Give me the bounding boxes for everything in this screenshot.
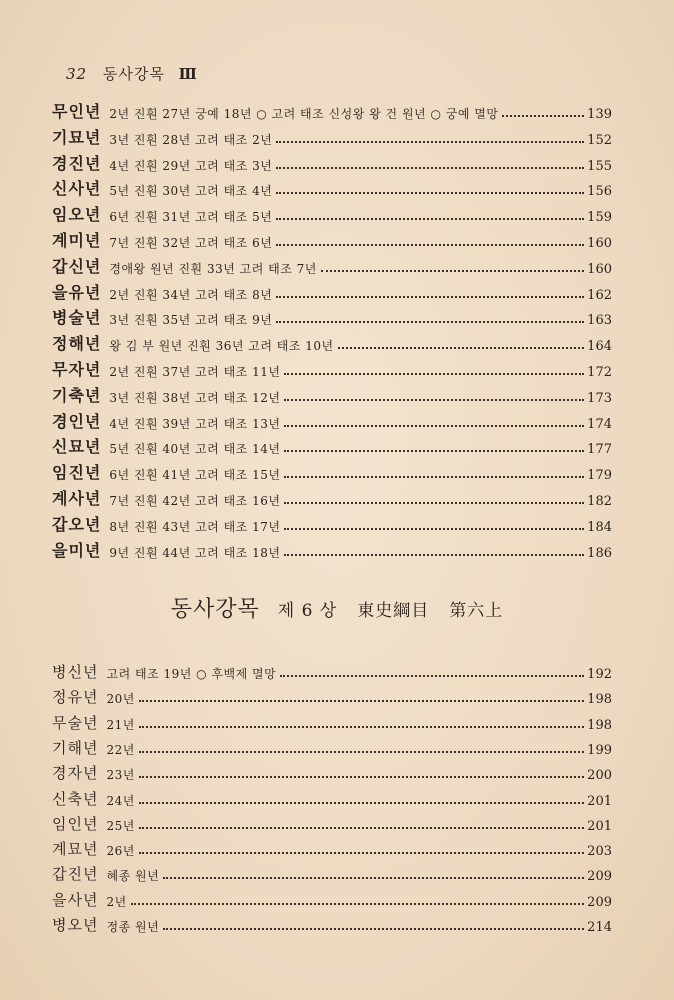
entry-year: 무인년: [52, 102, 102, 121]
entry-page-number: 201: [587, 793, 612, 809]
toc-entry: [52, 304, 612, 328]
entry-year: 임진년: [52, 463, 102, 483]
entry-description: 2년 진훤 27년 궁예 18년 ○ 고려 태조 신성왕 왕 건 원년 ○ 궁예 멸망: [109, 107, 499, 121]
entry-page-number: 174: [587, 416, 612, 432]
leader-dots: [338, 347, 584, 349]
leader-dots: [276, 192, 584, 194]
entry-year: 임오년: [52, 205, 102, 225]
entry-page-number: 156: [587, 184, 612, 200]
leader-dots: [276, 296, 584, 298]
entry-year: 을유년: [52, 282, 102, 302]
entry-page-number: 160: [587, 236, 612, 251]
entry-description: 3년 진훤 28년 고려 태조 2년: [109, 132, 273, 147]
entry-year: 갑신년: [52, 256, 102, 276]
section-title-hanja-part: 第六上: [449, 601, 504, 621]
entry-description: 24년: [106, 793, 135, 808]
leader-dots: [276, 244, 584, 246]
entry-description: 23년: [106, 768, 135, 783]
entry-description: 20년: [106, 692, 135, 707]
toc-entry: [52, 683, 612, 707]
running-header: [66, 63, 198, 84]
entry-year: 기축년: [52, 385, 102, 405]
entry-description: 4년 진훤 29년 고려 태조 3년: [109, 158, 273, 173]
entry-description: 6년 진훤 31년 고려 태조 5년: [109, 210, 273, 225]
entry-description: 2년 진훤 34년 고려 태조 8년: [109, 287, 273, 302]
toc-entry: [52, 511, 612, 535]
entry-page-number: 159: [587, 210, 612, 226]
entry-year: 임인년: [52, 814, 99, 833]
entry-year: 을사년: [52, 890, 99, 909]
entry-description: 8년 진훤 43년 고려 태조 17년: [109, 519, 281, 534]
leader-dots: [284, 450, 584, 452]
toc-entry: [52, 734, 612, 758]
entry-year: 정해년: [52, 334, 102, 354]
entry-description: 고려 태조 19년 ○ 후백제 멸망: [106, 667, 277, 681]
toc-entry: [52, 459, 612, 483]
entry-page-number: 192: [587, 667, 612, 682]
entry-page-number: 164: [587, 339, 612, 355]
entry-description: 왕 김 부 원년 진훤 36년 고려 태조 10년: [109, 339, 334, 354]
toc-entry: [52, 98, 612, 122]
entry-year: 계미년: [52, 231, 102, 250]
toc-entry: [52, 785, 612, 809]
entry-page-number: 162: [587, 287, 612, 303]
toc-entry: [52, 759, 612, 783]
entry-year: 신축년: [52, 789, 99, 808]
entry-page-number: 203: [587, 844, 612, 860]
entry-page-number: 179: [587, 468, 612, 484]
toc-entry: [52, 382, 612, 406]
entry-page-number: 163: [587, 313, 612, 329]
entry-year: 경인년: [52, 411, 102, 431]
entry-description: 7년 진훤 32년 고려 태조 6년: [109, 236, 273, 250]
entry-page-number: 139: [587, 107, 612, 122]
toc-entry: [52, 227, 612, 251]
section-title-part: 제 6 상: [277, 601, 338, 621]
entry-year: 무자년: [52, 360, 102, 379]
page-number: 32: [66, 65, 88, 83]
entry-description: 정종 원년: [106, 920, 160, 934]
entry-year: 갑오년: [52, 514, 102, 534]
entry-year: 계사년: [52, 489, 102, 508]
entry-year: 을미년: [52, 540, 102, 560]
entry-year: 무술년: [52, 713, 99, 732]
entry-year: 병신년: [52, 663, 99, 681]
section-title-korean: 동사강목: [170, 597, 260, 622]
entry-page-number: 184: [587, 519, 612, 535]
leader-dots: [139, 802, 584, 804]
entry-page-number: 201: [587, 818, 612, 834]
leader-dots: [276, 218, 584, 220]
leader-dots: [163, 928, 584, 930]
toc-entry: [52, 201, 612, 225]
toc-entry: [52, 709, 612, 733]
leader-dots: [139, 852, 584, 854]
entry-page-number: 172: [587, 365, 612, 380]
leader-dots: [139, 751, 584, 753]
entry-description: 6년 진훤 41년 고려 태조 15년: [109, 468, 281, 483]
toc-entry: [52, 356, 612, 380]
entry-page-number: 173: [587, 390, 612, 406]
leader-dots: [284, 476, 584, 478]
leader-dots: [139, 726, 584, 728]
section-title-hanja: 東史綱目: [357, 601, 430, 621]
entry-description: 2년 진훤 37년 고려 태조 11년: [109, 365, 281, 379]
leader-dots: [284, 373, 584, 375]
toc-entry: [52, 408, 612, 432]
entry-page-number: 209: [587, 869, 612, 885]
toc-entry: [52, 658, 612, 682]
toc-entry: [52, 124, 612, 148]
entry-year: 경진년: [52, 153, 102, 173]
entry-description: 3년 진훤 38년 고려 태조 12년: [109, 390, 281, 405]
entry-page-number: 177: [587, 442, 612, 458]
entry-year: 계묘년: [52, 840, 99, 859]
leader-dots: [280, 675, 584, 677]
entry-description: 5년 진훤 40년 고려 태조 14년: [109, 442, 281, 457]
leader-dots: [284, 554, 584, 556]
entry-year: 신묘년: [52, 437, 102, 457]
toc-entry: [52, 175, 612, 199]
entry-year: 기해년: [52, 738, 99, 757]
entry-year: 기묘년: [52, 127, 102, 147]
entry-year: 병오년: [52, 916, 99, 934]
leader-dots: [284, 502, 584, 504]
toc-entry: [52, 911, 612, 935]
toc-entry: [52, 835, 612, 859]
leader-dots: [276, 167, 584, 169]
entry-page-number: 198: [587, 692, 612, 708]
entry-page-number: 209: [587, 894, 612, 910]
entry-description: 3년 진훤 35년 고려 태조 9년: [109, 313, 273, 328]
entry-description: 2년: [106, 894, 127, 909]
entry-description: 경애왕 원년 진훤 33년 고려 태조 7년: [109, 261, 317, 276]
entry-year: 경자년: [52, 764, 99, 783]
entry-description: 5년 진훤 30년 고려 태조 4년: [109, 184, 273, 199]
entry-page-number: 186: [587, 545, 612, 561]
entry-page-number: 160: [587, 261, 612, 277]
toc-entry: [52, 537, 612, 561]
entry-description: 22년: [106, 742, 135, 757]
entry-page-number: 198: [587, 717, 612, 733]
leader-dots: [321, 270, 584, 272]
leader-dots: [276, 141, 584, 143]
volume-number: Ⅲ: [178, 65, 198, 83]
leader-dots: [284, 399, 584, 401]
leader-dots: [163, 877, 584, 879]
entry-page-number: 200: [587, 768, 612, 784]
toc-entry: [52, 253, 612, 277]
entry-year: 정유년: [52, 688, 99, 707]
leader-dots: [139, 827, 584, 829]
leader-dots: [502, 115, 584, 117]
toc-entry: [52, 485, 612, 509]
entry-description: 9년 진훤 44년 고려 태조 18년: [109, 545, 281, 560]
entry-page-number: 182: [587, 494, 612, 509]
entry-year: 신사년: [52, 179, 102, 199]
section-title: [0, 592, 674, 623]
leader-dots: [139, 700, 584, 702]
toc-entry: [52, 150, 612, 174]
entry-page-number: 214: [587, 920, 612, 935]
leader-dots: [284, 425, 584, 427]
entry-description: 26년: [106, 844, 135, 859]
entry-page-number: 155: [587, 158, 612, 174]
leader-dots: [139, 776, 584, 778]
leader-dots: [276, 321, 584, 323]
leader-dots: [131, 903, 584, 905]
entry-page-number: 152: [587, 132, 612, 148]
entry-year: 병술년: [52, 308, 102, 328]
toc-entry: [52, 279, 612, 303]
entry-description: 21년: [106, 717, 135, 732]
leader-dots: [284, 528, 584, 530]
entry-page-number: 199: [587, 742, 612, 758]
entry-description: 25년: [106, 818, 135, 833]
entry-year: 갑진년: [52, 865, 99, 884]
toc-entry: [52, 886, 612, 910]
book-title: 동사강목: [102, 65, 165, 83]
entry-description: 4년 진훤 39년 고려 태조 13년: [109, 416, 281, 431]
entry-description: 혜종 원년: [106, 869, 160, 884]
entry-description: 7년 진훤 42년 고려 태조 16년: [109, 494, 281, 508]
toc-entry: [52, 810, 612, 834]
toc-entry: [52, 433, 612, 457]
toc-entry: [52, 330, 612, 354]
toc-entry: [52, 860, 612, 884]
